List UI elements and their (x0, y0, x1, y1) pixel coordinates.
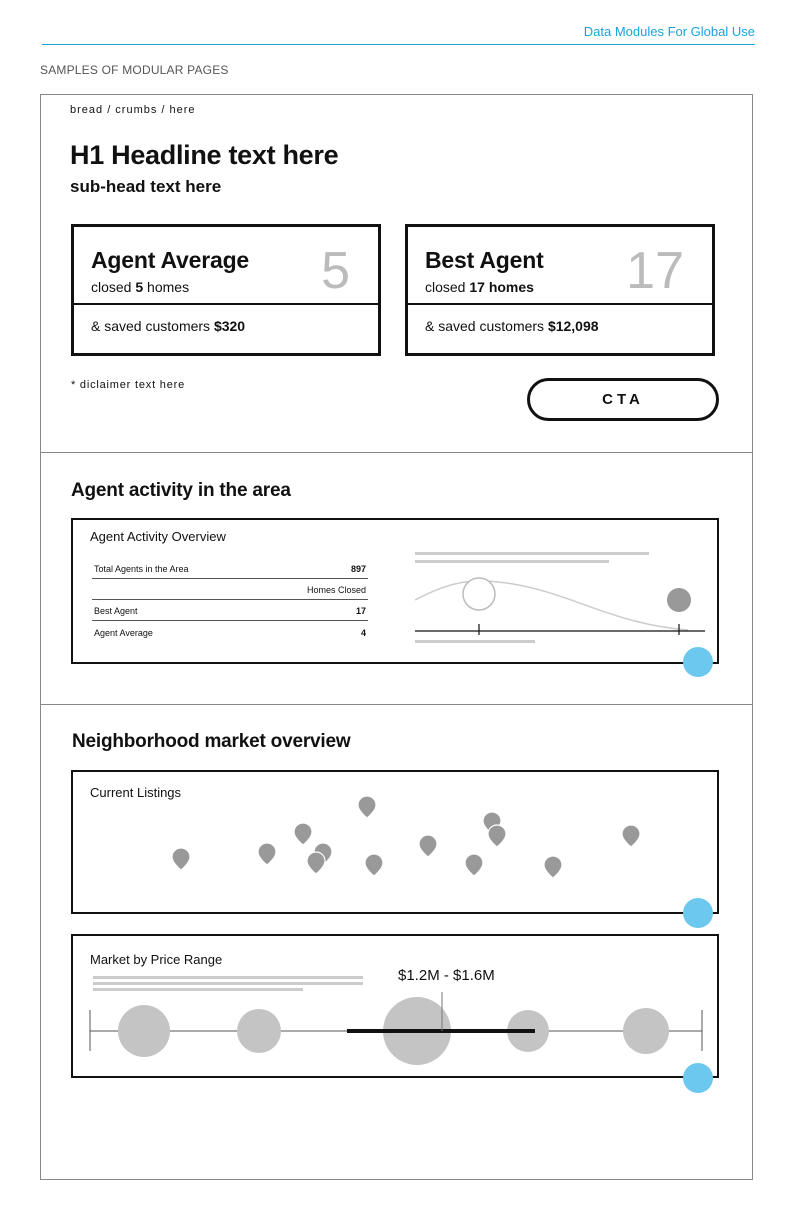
cta-button[interactable]: CTA (527, 378, 719, 421)
samples-label: SAMPLES OF MODULAR PAGES (40, 63, 229, 77)
table-row (92, 628, 368, 642)
map-pin-icon[interactable] (365, 854, 383, 876)
panel-title: Current Listings (90, 785, 182, 800)
card-closed-text: closed 17 homes (425, 279, 534, 295)
header-rule (42, 44, 755, 45)
card-big-number: 5 (321, 242, 350, 300)
map-pin-icon[interactable] (465, 854, 483, 876)
price-bubble[interactable] (623, 1008, 669, 1054)
breadcrumb[interactable]: bread / crumbs / here (70, 104, 196, 116)
column-header: Homes Closed (306, 585, 366, 595)
map-pin-icon[interactable] (258, 843, 276, 865)
card-rule (74, 303, 378, 305)
curve-line (415, 581, 688, 630)
listings-map (73, 772, 717, 912)
best-agent-card (405, 224, 715, 356)
price-range-panel (71, 934, 719, 1078)
map-pin-icon[interactable] (172, 848, 190, 870)
map-pin-icon[interactable] (544, 856, 562, 878)
map-pin-icon[interactable] (307, 852, 325, 874)
section-divider (40, 704, 753, 705)
card-saved-text: & saved customers $320 (91, 318, 246, 334)
document-title: Data Modules For Global Use (583, 24, 755, 39)
card-closed-text: closed 5 homes (91, 279, 190, 295)
card-title: Agent Average (91, 247, 250, 273)
row-label: Total Agents in the Area (94, 564, 189, 574)
card-saved-text: & saved customers $12,098 (425, 318, 599, 334)
panel-title: Agent Activity Overview (90, 529, 226, 544)
blue-dot-handle[interactable] (683, 898, 713, 928)
table-row (92, 585, 368, 600)
page-subhead: sub-head text here (70, 177, 222, 196)
agent-average-card (71, 224, 381, 356)
price-bubble[interactable] (237, 1009, 281, 1053)
placeholder-line (415, 560, 609, 563)
disclaimer-text: * diclaimer text here (71, 379, 186, 391)
card-title: Best Agent (425, 247, 544, 273)
row-value: 17 (355, 606, 366, 616)
row-value: 897 (350, 564, 366, 574)
blue-dot-handle[interactable] (683, 647, 713, 677)
map-pin-icon[interactable] (622, 825, 640, 847)
price-bubble[interactable] (118, 1005, 170, 1057)
card-big-number: 17 (626, 242, 684, 300)
row-label: Best Agent (94, 606, 138, 616)
card-rule (408, 303, 712, 305)
panel-title: Market by Price Range (90, 952, 223, 967)
placeholder-line (415, 640, 535, 643)
average-marker[interactable] (463, 578, 495, 610)
map-pin-icon[interactable] (488, 825, 506, 847)
page-title: H1 Headline text here (70, 140, 339, 170)
section-divider (40, 452, 753, 453)
activity-section-title: Agent activity in the area (71, 480, 291, 501)
activity-panel (71, 518, 719, 664)
blue-dot-handle[interactable] (683, 1063, 713, 1093)
table-row (92, 606, 368, 621)
selected-price-label: $1.2M - $1.6M (398, 967, 495, 984)
market-section-title: Neighborhood market overview (72, 731, 351, 752)
price-range-chart (73, 936, 717, 1076)
map-pin-icon[interactable] (358, 796, 376, 818)
map-pin-icon[interactable] (294, 823, 312, 845)
best-marker[interactable] (667, 588, 691, 612)
table-row (92, 564, 368, 579)
row-value: 4 (360, 628, 366, 638)
listings-panel (71, 770, 719, 914)
map-pin-icon[interactable] (419, 835, 437, 857)
row-label: Agent Average (94, 628, 153, 638)
placeholder-line (415, 552, 649, 555)
